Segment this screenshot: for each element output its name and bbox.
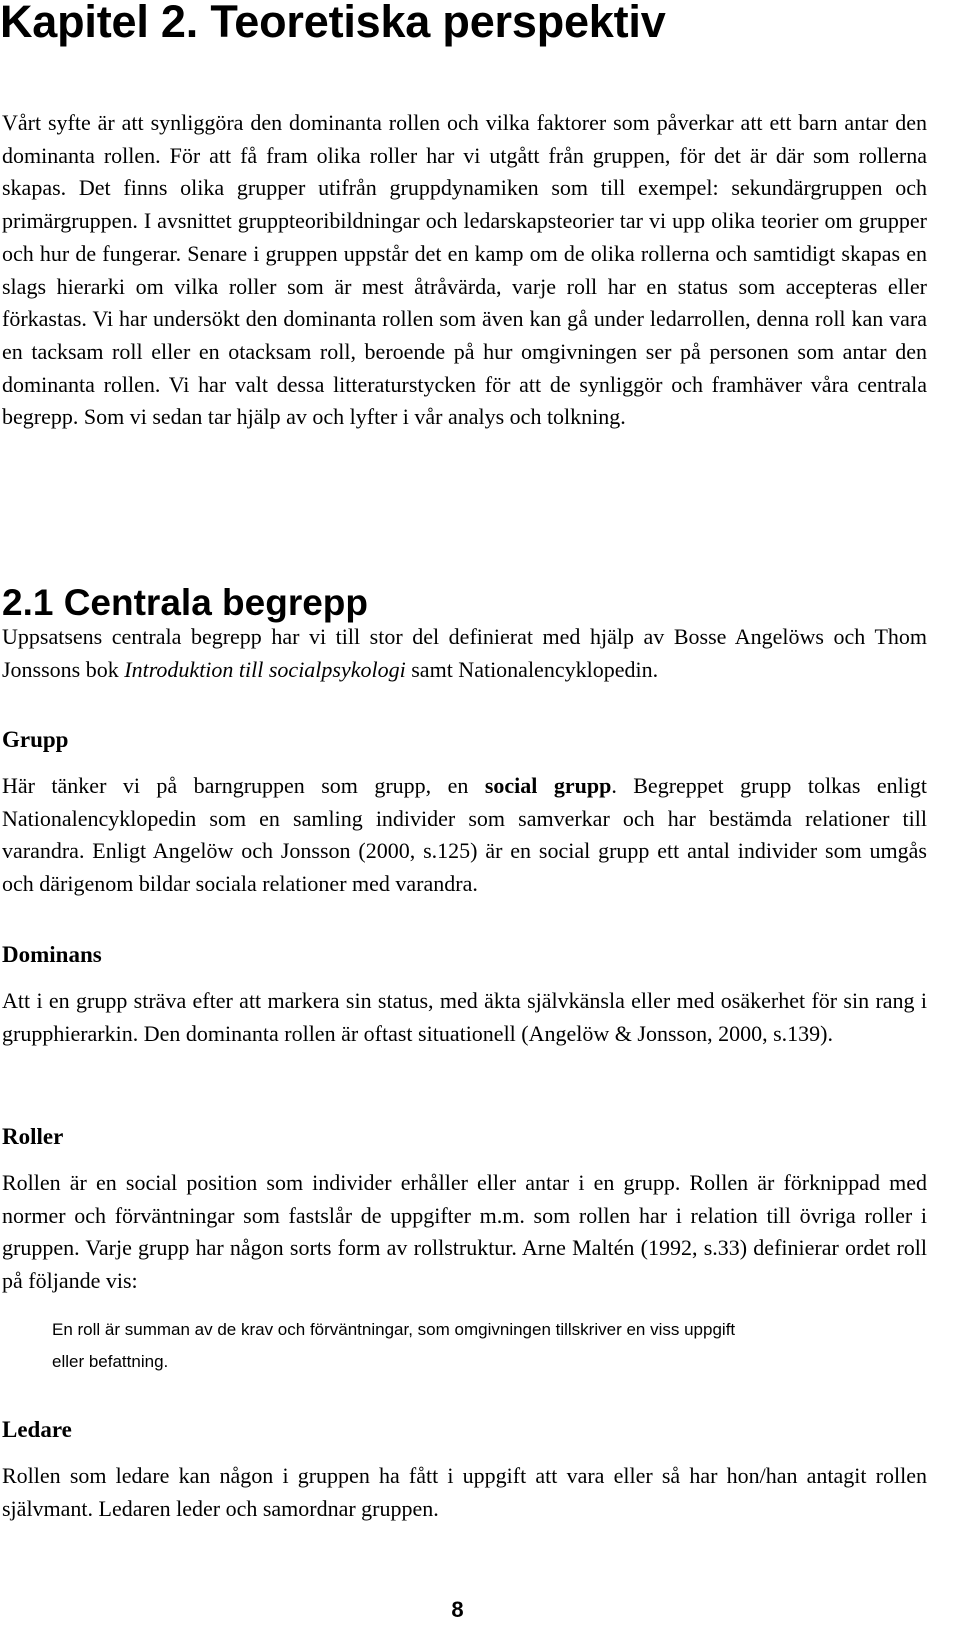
heading-roller: Roller xyxy=(2,1124,64,1149)
ledare-paragraph: Rollen som ledare kan någon i gruppen ha fått i uppgift att vara eller så har hon/han antagit rollen självmant. Ledaren leder och samordnar gruppen. xyxy=(2,1463,927,1521)
section-intro-text-end: samt Nationalencyklopedin. xyxy=(405,656,659,682)
section-title: 2.1 Centrala begrepp xyxy=(2,582,369,623)
grupp-text-end: . Begreppet grupp tolkas enligt Nationalencyklopedin som en samling individer som samverkar och har bestämda relationer till varandra. Enligt Angelöw och Jonsson (2000, s.125) är en social grupp ett antal individer som umgås och därigenom bildar sociala relationer med varandra. xyxy=(2,773,927,897)
intro-paragraph: Vårt syfte är att synliggöra den dominanta rollen och vilka faktorer som påverkar att ett barn antar den dominanta rollen. För att få fram olika roller har vi utgått från gruppen, för det är där som rollerna skapas. Det finns olika grupper utifrån gruppdynamiken som till exempel: sekundärgruppen och primärgruppen. I avsnittet gruppteoribildningar och ledarskapsteorier tar vi upp olika teorier om grupper och hur de fungerar. Senare i gruppen uppstår det en kamp om de olika rollerna och samtidigt skapas en slags hierarki om vilka roller som är mest åtråvärda, varje roll har en status som accepteras eller förkastas. Vi har undersökt den dominanta rollen som även kan gå under ledarrollen, denna roll kan vara en tacksam roll eller en otacksam roll, beroende på hur omgivningen ser på personen som antar den dominanta rollen. Vi har valt dessa litteraturstycken för att de synliggör och framhäver våra centrala begrepp. Som vi sedan tar hjälp av och lyfter i vår analys och tolkning. xyxy=(2,110,927,430)
grupp-text: Här tänker vi på barngruppen som grupp, en xyxy=(2,773,485,798)
book-title: Introduktion till socialpsykologi xyxy=(124,656,406,682)
roller-paragraph: Rollen är en social position som individer erhåller eller antar i en grupp. Rollen är förknippad med normer och förväntningar som fastslår de uppgifter m.m. som rollen har i relation till övriga roller i gruppen. Varje grupp har någon sorts form av rollstruktur. Arne Maltén (1992, s.33) definierar ordet roll på följande vis: xyxy=(2,1170,927,1294)
section-intro-text: Uppsatsens centrala begrepp har vi till stor del definierat med hjälp av Bosse Angelöws och Thom Jonssons bok xyxy=(2,624,927,682)
chapter-title: Kapitel 2. Teoretiska perspektiv xyxy=(0,0,666,47)
grupp-paragraph xyxy=(2,770,927,901)
dominans-paragraph: Att i en grupp sträva efter att markera sin status, med äkta självkänsla eller med osäkerhet för sin rang i grupphierarkin. Den dominanta rollen är oftast situationell (Angelöw & Jonsson, 2000, s.139). xyxy=(2,988,927,1046)
heading-grupp: Grupp xyxy=(2,727,69,752)
heading-ledare: Ledare xyxy=(2,1417,72,1442)
heading-dominans: Dominans xyxy=(2,942,102,967)
quote-line: eller befattning. xyxy=(52,1352,169,1371)
grupp-bold-term: social grupp xyxy=(484,773,612,798)
section-intro-paragraph xyxy=(2,621,927,686)
block-quote xyxy=(52,1314,872,1378)
quote-line: En roll är summan av de krav och förväntningar, som omgivningen tillskriver en viss uppgift xyxy=(52,1320,736,1339)
page-number: 8 xyxy=(451,1597,464,1622)
